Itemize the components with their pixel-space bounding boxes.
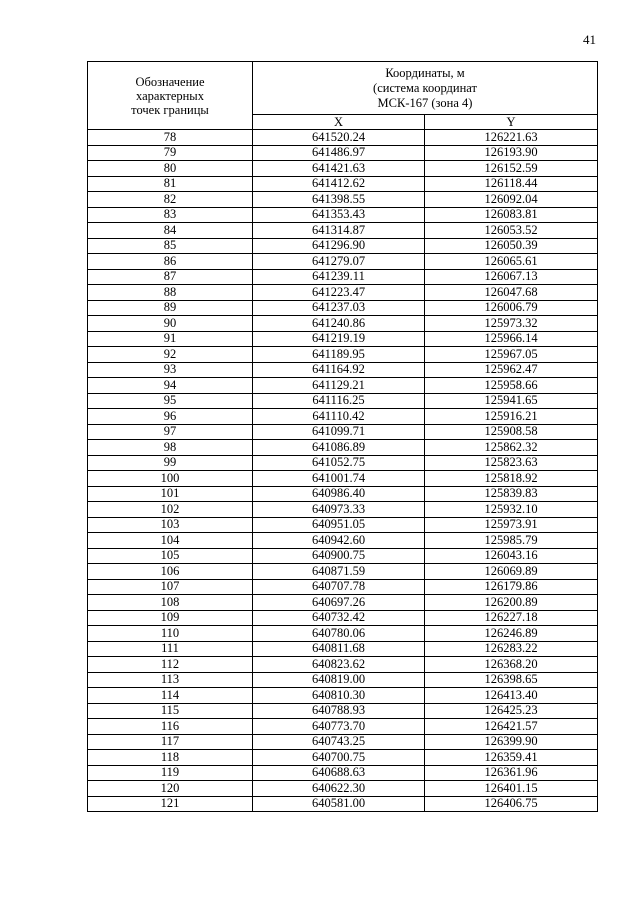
x-coordinate-cell: 641421.63 xyxy=(253,161,425,177)
y-coordinate-cell: 126421.57 xyxy=(425,719,598,735)
point-number-cell: 114 xyxy=(88,688,253,704)
point-number-cell: 104 xyxy=(88,533,253,549)
x-coordinate-cell: 641189.95 xyxy=(253,347,425,363)
point-number-cell: 112 xyxy=(88,657,253,673)
table-row xyxy=(88,533,598,549)
y-coordinate-cell: 126152.59 xyxy=(425,161,598,177)
x-coordinate-cell: 640942.60 xyxy=(253,533,425,549)
x-coordinate-cell: 641116.25 xyxy=(253,393,425,409)
table-row xyxy=(88,657,598,673)
y-coordinate-cell: 126053.52 xyxy=(425,223,598,239)
x-coordinate-cell: 640700.75 xyxy=(253,750,425,766)
y-coordinate-cell: 125908.58 xyxy=(425,424,598,440)
x-coordinate-cell: 641110.42 xyxy=(253,409,425,425)
table-row xyxy=(88,703,598,719)
x-coordinate-cell: 641296.90 xyxy=(253,238,425,254)
x-coordinate-cell: 641164.92 xyxy=(253,362,425,378)
table-row xyxy=(88,688,598,704)
page-number: 41 xyxy=(583,32,596,47)
header-y: Y xyxy=(425,115,598,130)
y-coordinate-cell: 126398.65 xyxy=(425,672,598,688)
y-coordinate-cell: 125916.21 xyxy=(425,409,598,425)
y-coordinate-cell: 126067.13 xyxy=(425,269,598,285)
point-number-cell: 106 xyxy=(88,564,253,580)
table-header-row xyxy=(88,62,598,115)
x-coordinate-cell: 640780.06 xyxy=(253,626,425,642)
table-row xyxy=(88,347,598,363)
table-row xyxy=(88,486,598,502)
table-row xyxy=(88,424,598,440)
point-number-cell: 113 xyxy=(88,672,253,688)
table-row xyxy=(88,176,598,192)
x-coordinate-cell: 640622.30 xyxy=(253,781,425,797)
x-coordinate-cell: 640973.33 xyxy=(253,502,425,518)
table-row xyxy=(88,161,598,177)
point-number-cell: 85 xyxy=(88,238,253,254)
x-coordinate-cell: 640823.62 xyxy=(253,657,425,673)
x-coordinate-cell: 641239.11 xyxy=(253,269,425,285)
x-coordinate-cell: 640688.63 xyxy=(253,765,425,781)
point-number-cell: 99 xyxy=(88,455,253,471)
y-coordinate-cell: 126283.22 xyxy=(425,641,598,657)
table-row xyxy=(88,672,598,688)
table-row xyxy=(88,564,598,580)
point-number-cell: 115 xyxy=(88,703,253,719)
y-coordinate-cell: 126425.23 xyxy=(425,703,598,719)
header-x: X xyxy=(253,115,425,130)
y-coordinate-cell: 126227.18 xyxy=(425,610,598,626)
table-row xyxy=(88,393,598,409)
table-row xyxy=(88,378,598,394)
y-coordinate-cell: 126368.20 xyxy=(425,657,598,673)
table-row xyxy=(88,595,598,611)
x-coordinate-cell: 641353.43 xyxy=(253,207,425,223)
point-number-cell: 80 xyxy=(88,161,253,177)
table-row xyxy=(88,130,598,146)
x-coordinate-cell: 641099.71 xyxy=(253,424,425,440)
point-number-cell: 96 xyxy=(88,409,253,425)
table-row xyxy=(88,409,598,425)
y-coordinate-cell: 126050.39 xyxy=(425,238,598,254)
x-coordinate-cell: 641520.24 xyxy=(253,130,425,146)
table-row xyxy=(88,502,598,518)
table-row xyxy=(88,610,598,626)
x-coordinate-cell: 640900.75 xyxy=(253,548,425,564)
y-coordinate-cell: 126406.75 xyxy=(425,796,598,812)
point-number-cell: 93 xyxy=(88,362,253,378)
y-coordinate-cell: 126092.04 xyxy=(425,192,598,208)
point-number-cell: 121 xyxy=(88,796,253,812)
table-row xyxy=(88,285,598,301)
table-row xyxy=(88,781,598,797)
table-row xyxy=(88,440,598,456)
x-coordinate-cell: 640697.26 xyxy=(253,595,425,611)
x-coordinate-cell: 641314.87 xyxy=(253,223,425,239)
y-coordinate-cell: 126083.81 xyxy=(425,207,598,223)
point-number-cell: 117 xyxy=(88,734,253,750)
table-row xyxy=(88,579,598,595)
point-number-cell: 84 xyxy=(88,223,253,239)
coordinates-table xyxy=(87,61,598,812)
y-coordinate-cell: 125966.14 xyxy=(425,331,598,347)
table-row xyxy=(88,750,598,766)
point-number-cell: 119 xyxy=(88,765,253,781)
y-coordinate-cell: 125823.63 xyxy=(425,455,598,471)
y-coordinate-cell: 126065.61 xyxy=(425,254,598,270)
y-coordinate-cell: 125932.10 xyxy=(425,502,598,518)
point-number-cell: 110 xyxy=(88,626,253,642)
y-coordinate-cell: 125973.91 xyxy=(425,517,598,533)
table-row xyxy=(88,269,598,285)
y-coordinate-cell: 126043.16 xyxy=(425,548,598,564)
table-row xyxy=(88,641,598,657)
point-number-cell: 79 xyxy=(88,145,253,161)
x-coordinate-cell: 640581.00 xyxy=(253,796,425,812)
x-coordinate-cell: 640811.68 xyxy=(253,641,425,657)
table-row xyxy=(88,254,598,270)
point-number-cell: 86 xyxy=(88,254,253,270)
x-coordinate-cell: 640732.42 xyxy=(253,610,425,626)
x-coordinate-cell: 641052.75 xyxy=(253,455,425,471)
header-point-designation: Обозначение характерных точек границы xyxy=(88,62,253,130)
x-coordinate-cell: 641219.19 xyxy=(253,331,425,347)
x-coordinate-cell: 641223.47 xyxy=(253,285,425,301)
y-coordinate-cell: 126047.68 xyxy=(425,285,598,301)
point-number-cell: 91 xyxy=(88,331,253,347)
y-coordinate-cell: 126221.63 xyxy=(425,130,598,146)
y-coordinate-cell: 126179.86 xyxy=(425,579,598,595)
table-row xyxy=(88,471,598,487)
y-coordinate-cell: 125941.65 xyxy=(425,393,598,409)
x-coordinate-cell: 641237.03 xyxy=(253,300,425,316)
x-coordinate-cell: 641001.74 xyxy=(253,471,425,487)
point-number-cell: 107 xyxy=(88,579,253,595)
y-coordinate-cell: 125967.05 xyxy=(425,347,598,363)
point-number-cell: 88 xyxy=(88,285,253,301)
y-coordinate-cell: 126401.15 xyxy=(425,781,598,797)
table-row xyxy=(88,238,598,254)
point-number-cell: 78 xyxy=(88,130,253,146)
point-number-cell: 105 xyxy=(88,548,253,564)
table-row xyxy=(88,223,598,239)
table-row xyxy=(88,362,598,378)
y-coordinate-cell: 126069.89 xyxy=(425,564,598,580)
point-number-cell: 82 xyxy=(88,192,253,208)
point-number-cell: 97 xyxy=(88,424,253,440)
point-number-cell: 100 xyxy=(88,471,253,487)
point-number-cell: 101 xyxy=(88,486,253,502)
x-coordinate-cell: 640986.40 xyxy=(253,486,425,502)
table-row xyxy=(88,734,598,750)
table-row xyxy=(88,765,598,781)
table-row xyxy=(88,455,598,471)
point-number-cell: 83 xyxy=(88,207,253,223)
y-coordinate-cell: 125962.47 xyxy=(425,362,598,378)
table-row xyxy=(88,796,598,812)
point-number-cell: 81 xyxy=(88,176,253,192)
point-number-cell: 116 xyxy=(88,719,253,735)
x-coordinate-cell: 640819.00 xyxy=(253,672,425,688)
point-number-cell: 89 xyxy=(88,300,253,316)
y-coordinate-cell: 125862.32 xyxy=(425,440,598,456)
table-row xyxy=(88,316,598,332)
x-coordinate-cell: 640810.30 xyxy=(253,688,425,704)
point-number-cell: 102 xyxy=(88,502,253,518)
y-coordinate-cell: 125985.79 xyxy=(425,533,598,549)
table-row xyxy=(88,719,598,735)
x-coordinate-cell: 641486.97 xyxy=(253,145,425,161)
table-row xyxy=(88,145,598,161)
table-row xyxy=(88,207,598,223)
x-coordinate-cell: 640707.78 xyxy=(253,579,425,595)
y-coordinate-cell: 125958.66 xyxy=(425,378,598,394)
x-coordinate-cell: 640773.70 xyxy=(253,719,425,735)
point-number-cell: 94 xyxy=(88,378,253,394)
x-coordinate-cell: 640788.93 xyxy=(253,703,425,719)
table-body xyxy=(88,130,598,812)
x-coordinate-cell: 641086.89 xyxy=(253,440,425,456)
y-coordinate-cell: 125839.83 xyxy=(425,486,598,502)
y-coordinate-cell: 125818.92 xyxy=(425,471,598,487)
x-coordinate-cell: 640871.59 xyxy=(253,564,425,580)
y-coordinate-cell: 126359.41 xyxy=(425,750,598,766)
point-number-cell: 90 xyxy=(88,316,253,332)
x-coordinate-cell: 641279.07 xyxy=(253,254,425,270)
y-coordinate-cell: 125973.32 xyxy=(425,316,598,332)
table-row xyxy=(88,192,598,208)
x-coordinate-cell: 640951.05 xyxy=(253,517,425,533)
point-number-cell: 87 xyxy=(88,269,253,285)
y-coordinate-cell: 126193.90 xyxy=(425,145,598,161)
point-number-cell: 120 xyxy=(88,781,253,797)
x-coordinate-cell: 641398.55 xyxy=(253,192,425,208)
y-coordinate-cell: 126246.89 xyxy=(425,626,598,642)
point-number-cell: 108 xyxy=(88,595,253,611)
table-row xyxy=(88,331,598,347)
x-coordinate-cell: 641412.62 xyxy=(253,176,425,192)
y-coordinate-cell: 126200.89 xyxy=(425,595,598,611)
point-number-cell: 92 xyxy=(88,347,253,363)
point-number-cell: 98 xyxy=(88,440,253,456)
point-number-cell: 95 xyxy=(88,393,253,409)
point-number-cell: 111 xyxy=(88,641,253,657)
point-number-cell: 118 xyxy=(88,750,253,766)
header-coordinates: Координаты, м (система координат МСК-167 (зона 4) xyxy=(253,62,598,115)
y-coordinate-cell: 126399.90 xyxy=(425,734,598,750)
x-coordinate-cell: 641129.21 xyxy=(253,378,425,394)
point-number-cell: 109 xyxy=(88,610,253,626)
y-coordinate-cell: 126006.79 xyxy=(425,300,598,316)
table-row xyxy=(88,517,598,533)
y-coordinate-cell: 126413.40 xyxy=(425,688,598,704)
point-number-cell: 103 xyxy=(88,517,253,533)
table-row xyxy=(88,626,598,642)
y-coordinate-cell: 126118.44 xyxy=(425,176,598,192)
x-coordinate-cell: 641240.86 xyxy=(253,316,425,332)
table-row xyxy=(88,300,598,316)
x-coordinate-cell: 640743.25 xyxy=(253,734,425,750)
table-row xyxy=(88,548,598,564)
y-coordinate-cell: 126361.96 xyxy=(425,765,598,781)
